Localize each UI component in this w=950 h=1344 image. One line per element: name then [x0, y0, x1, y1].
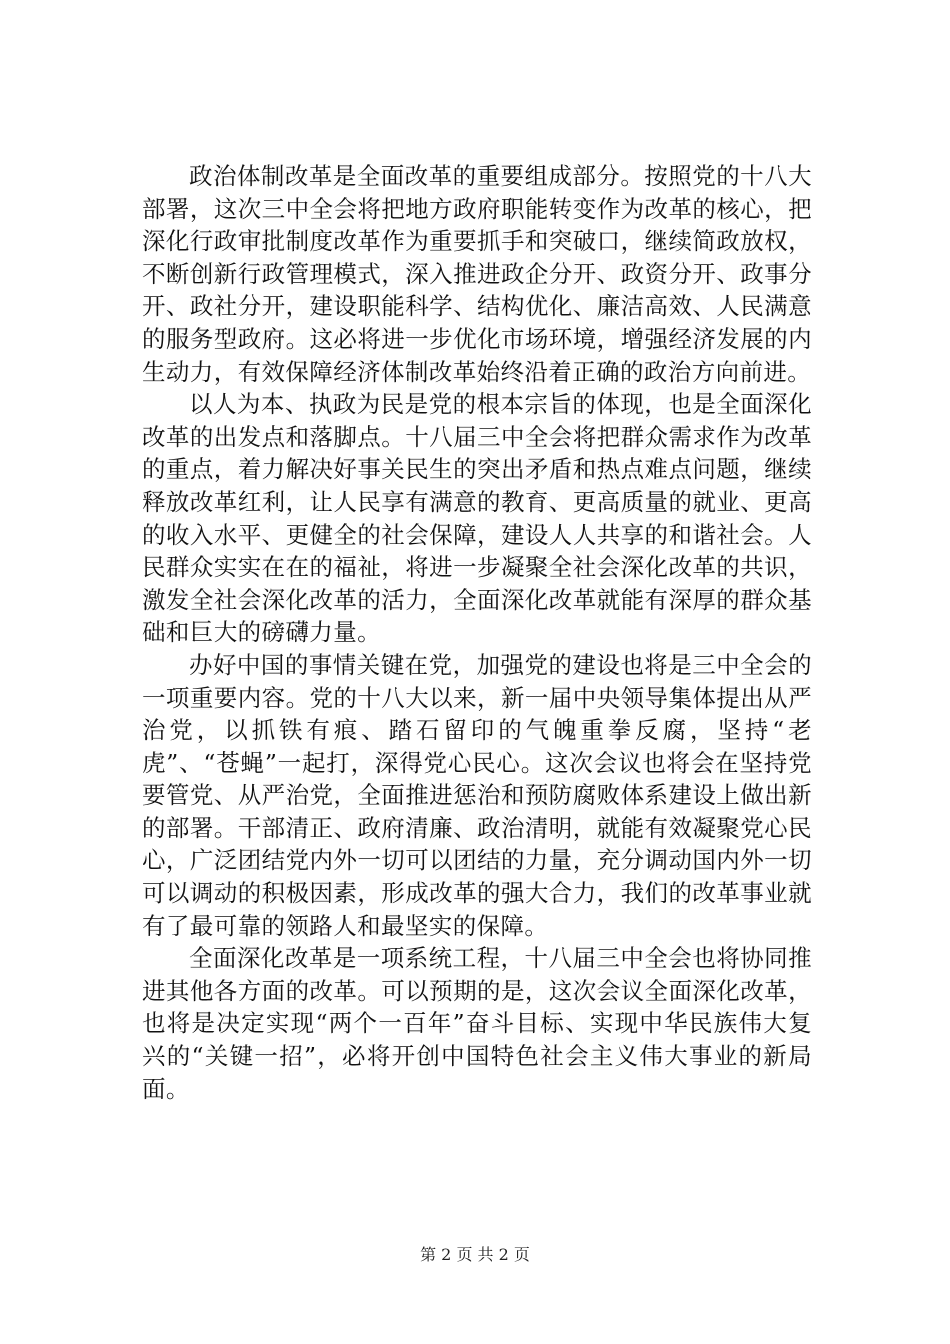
document-body — [142, 160, 812, 1105]
paragraph-party-building: 办好中国的事情关键在党，加强党的建设也将是三中全会的一项重要内容。党的十八大以来，新一届中央领导集体提出从严治党，以抓铁有痕、踏石留印的气魄重拳反腐，坚持“老虎”、“苍蝇”一起打，深得党心民心。这次会议也将会在坚持党要管党、从严治党，全面推进惩治和预防腐败体系建设上做出新的部署。干部清正、政府清廉、政治清明，就能有效凝聚党心民心，广泛团结党内外一切可以团结的力量，充分调动国内外一切可以调动的积极因素，形成改革的强大合力，我们的改革事业就有了最可靠的领路人和最坚实的保障。 — [142, 650, 812, 940]
paragraph-people-oriented: 以人为本、执政为民是党的根本宗旨的体现，也是全面深化改革的出发点和落脚点。十八届三中全会将把群众需求作为改革的重点，着力解决好事关民生的突出矛盾和热点难点问题，继续释放改革红利，让人民享有满意的教育、更高质量的就业、更高的收入水平、更健全的社会保障，建设人人共享的和谐社会。人民群众实实在在的福祉，将进一步凝聚全社会深化改革的共识，激发全社会深化改革的活力，全面深化改革就能有深厚的群众基础和巨大的磅礴力量。 — [142, 390, 812, 647]
paragraph-systematic-reform: 全面深化改革是一项系统工程，十八届三中全会也将协同推进其他各方面的改革。可以预期的是，这次会议全面深化改革，也将是决定实现“两个一百年”奋斗目标、实现中华民族伟大复兴的“关键一招”，必将开创中国特色社会主义伟大事业的新局面。 — [142, 944, 812, 1103]
paragraph-political-reform: 政治体制改革是全面改革的重要组成部分。按照党的十八大部署，这次三中全会将把地方政府职能转变作为改革的核心，把深化行政审批制度改革作为重要抓手和突破口，继续简政放权，不断创新行政管理模式，深入推进政企分开、政资分开、政事分开、政社分开，建设职能科学、结构优化、廉洁高效、人民满意的服务型政府。这必将进一步优化市场环境，增强经济发展的内生动力，有效保障经济体制改革始终沿着正确的政治方向前进。 — [142, 162, 812, 386]
page-number-footer: 第 2 页 共 2 页 — [420, 1245, 530, 1264]
